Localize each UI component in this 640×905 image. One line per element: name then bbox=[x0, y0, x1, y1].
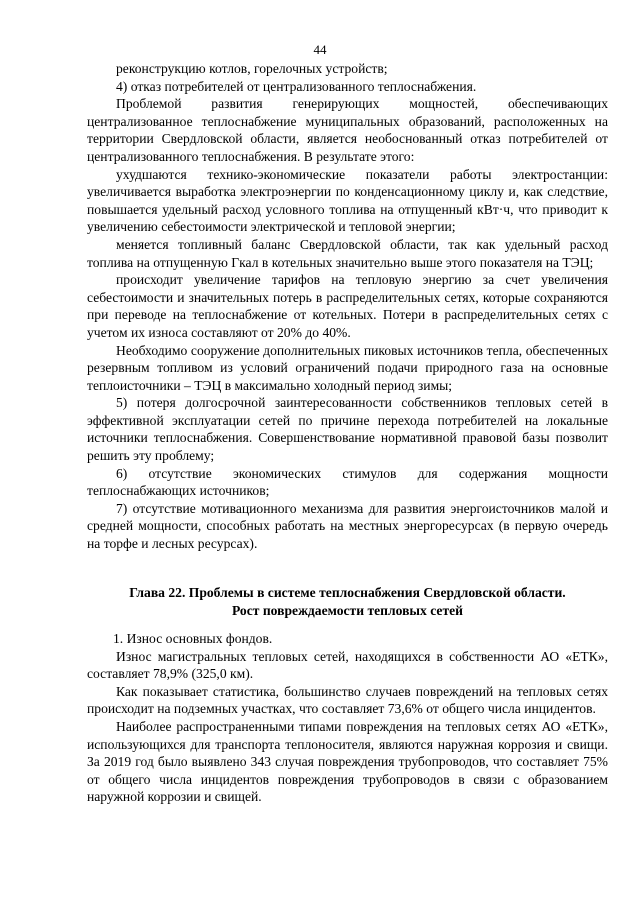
chapter-heading bbox=[87, 584, 608, 619]
chapter-heading-line2: Рост повреждаемости тепловых сетей bbox=[231, 602, 464, 618]
chapter-heading-line1: Глава 22. Проблемы в системе теплоснабжения Свердловской области. bbox=[129, 585, 566, 600]
paragraph: Износ магистральных тепловых сетей, находящихся в собственности АО «ЕТК», составляет 78,9% (325,0 км). bbox=[87, 648, 608, 682]
body-text-bottom bbox=[87, 630, 608, 806]
paragraph: 7) отсутствие мотивационного механизма для развития энергоисточников малой и средней мощности, способных работать на местных энергоресурсах (в первую очередь на торфе и лесных ресурсах). bbox=[87, 500, 608, 552]
paragraph: ухудшаются технико-экономические показатели работы электростанции: увеличивается выработка электроэнергии по конденсационному циклу и, как следствие, повышается удельный расход условного топлива на отпущенный кВт·ч, что приводит к увеличению себестоимости электрической и тепловой энергии; bbox=[87, 166, 608, 235]
paragraph: Как показывает статистика, большинство случаев повреждений на тепловых сетях происходит на подземных участках, что составляет 73,6% от общего числа инцидентов. bbox=[87, 683, 608, 717]
body-text-top bbox=[87, 60, 608, 553]
paragraph: 4) отказ потребителей от централизованного теплоснабжения. bbox=[116, 78, 477, 94]
paragraph: реконструкцию котлов, горелочных устройств; bbox=[116, 61, 388, 76]
paragraph: Проблемой развития генерирующих мощностей, обеспечивающих централизованное теплоснабжение муниципальных образований, расположенных на территории Свердловской области, является необоснованный отказ потребителей от централизованного теплоснабжения. В результате этого: bbox=[87, 96, 608, 164]
page-number: 44 bbox=[313, 42, 327, 57]
paragraph: Наиболее распространенными типами повреждения на тепловых сетях АО «ЕТК», использующихся для транспорта теплоносителя, являются наружная коррозия и свищи. За 2019 год было выявлено 343 случая повреждения трубопроводов, что составляет 75% от общего числа инцидентов повреждения трубопроводов в связи с образованием наружной коррозии и свищей. bbox=[87, 718, 608, 805]
list-item: 1. Износ основных фондов. bbox=[113, 631, 273, 646]
paragraph: происходит увеличение тарифов на тепловую энергию за счет увеличения себестоимости и значительных потерь в распределительных сетях, которые сохраняются при переводе на теплоснабжение от котельных. Потери в распределительных сетях с учетом их износа составляют от 20% до 40%. bbox=[87, 272, 608, 340]
paragraph: 6) отсутствие экономических стимулов для содержания мощности теплоснабжающих источников; bbox=[87, 465, 608, 499]
paragraph: 5) потеря долгосрочной заинтересованности собственников тепловых сетей в эффективной эксплуатации сетей по причине перехода потребителей на локальные источники теплоснабжения. Совершенствование нормативной правовой базы позволит решить эту проблему; bbox=[87, 395, 608, 464]
paragraph: Необходимо сооружение дополнительных пиковых источников тепла, обеспеченных резервным топливом из условий ограничений подачи природного газа на основные теплоисточники – ТЭЦ в максимально холодный период зимы; bbox=[87, 342, 608, 393]
paragraph: меняется топливный баланс Свердловской области, так как удельный расход топлива на отпущенную Гкал в котельных значительно выше этого показателя на ТЭЦ; bbox=[87, 236, 608, 270]
